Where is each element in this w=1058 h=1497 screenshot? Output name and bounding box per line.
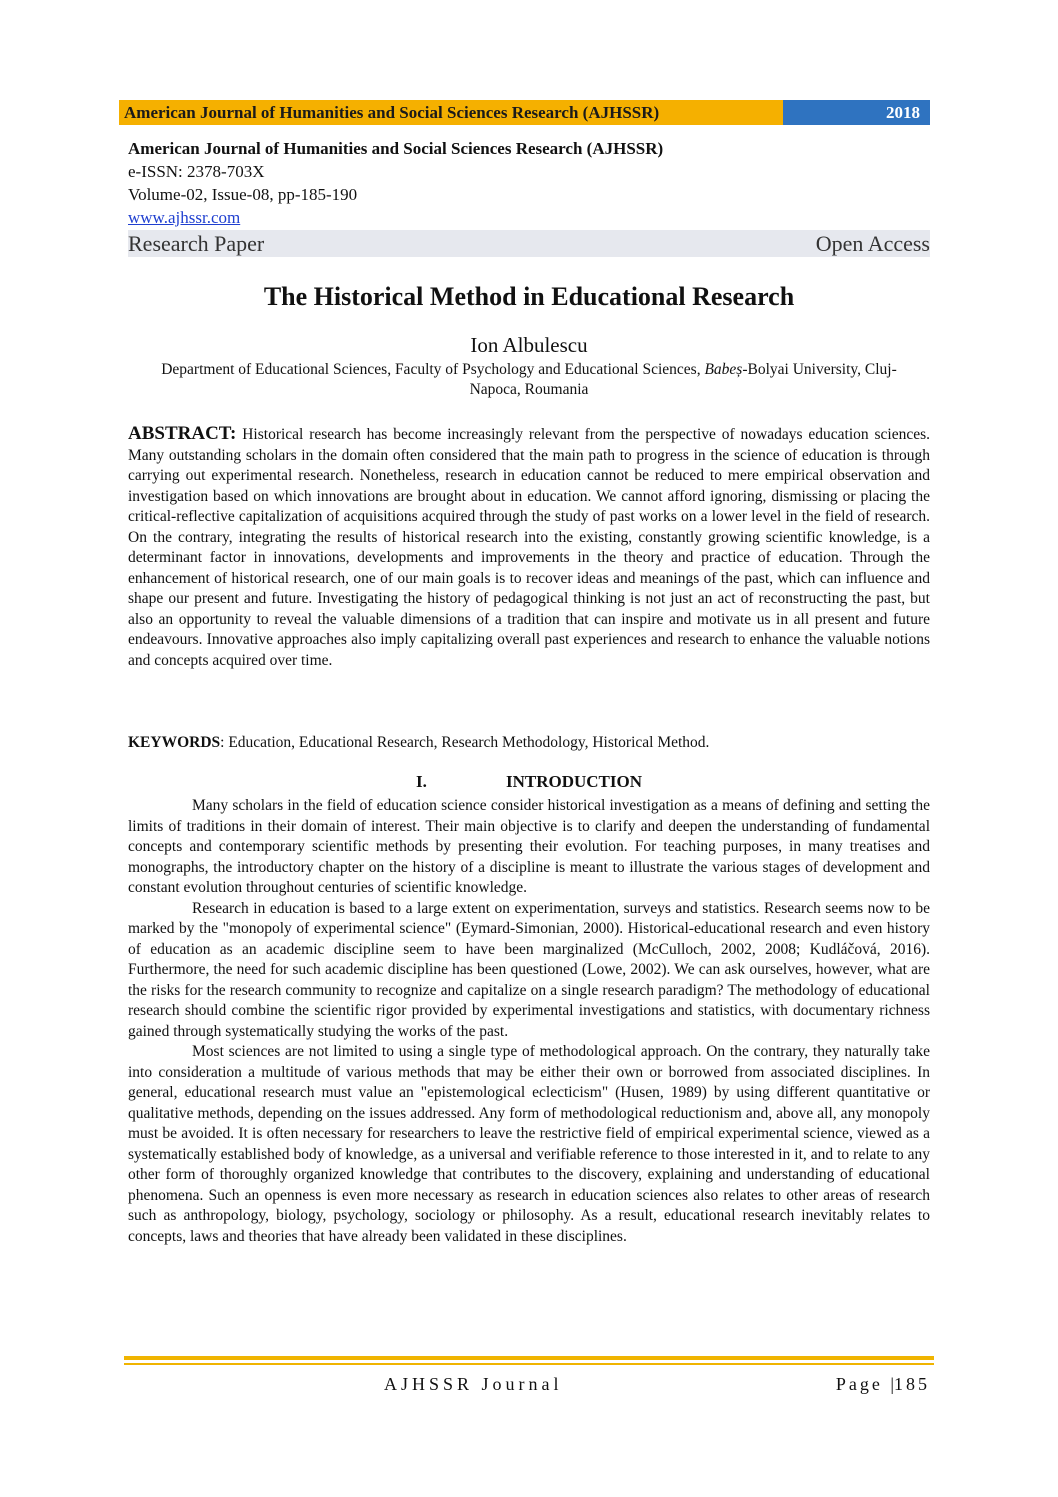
article-type-bar bbox=[128, 230, 930, 257]
keywords-text: : Education, Educational Research, Research Methodology, Historical Method. bbox=[220, 734, 710, 751]
open-access-label: Open Access bbox=[815, 231, 930, 256]
journal-full-name: American Journal of Humanities and Social Sciences Research (AJHSSR) bbox=[128, 139, 664, 158]
abstract-text: Historical research has become increasingly relevant from the perspective of nowadays education sciences. Many outstanding scholars in the domain often considered that the main path to progress in the science of education is through carrying out experimental research. Nonetheless, research in education cannot be reduced to mere empirical observation and investigation based on which innovations are brought about in education. We cannot afford ignoring, dismissing or placing the critical-reflective capitalization of acquisitions acquired through the study of past works on a lower level in the field of research. On the contrary, integrating the results of historical research into the existing, constantly growing scientific knowledge, is a determinant factor in innovations, developments and improvements in the theory and practice of education. Through the enhancement of historical research, one of our main goals is to recover ideas and meanings of the past, which can influence and shape our present and future. Investigating the history of pedagogical thinking is not just an act of reconstructing the past, but also an opportunity to reveal the valuable dimensions of a tradition that can inspire and motivate us in all present and future endeavours. Innovative approaches also imply capitalizing overall past experiences and research to enhance the valuable notions and concepts acquired over time. bbox=[128, 426, 930, 669]
author-affiliation bbox=[150, 360, 908, 400]
section-heading bbox=[0, 772, 1058, 792]
affiliation-part: -Bolyai University, Cluj-Napoca, Roumania bbox=[469, 361, 897, 398]
page-number-value: 185 bbox=[894, 1374, 930, 1394]
affiliation-italic: Babeș bbox=[704, 361, 743, 378]
running-header-journal: American Journal of Humanities and Social Sciences Research (AJHSSR) bbox=[119, 100, 783, 125]
footer-journal: AJHSSR Journal bbox=[384, 1374, 563, 1394]
page-number bbox=[836, 1374, 930, 1395]
author-name: Ion Albulescu bbox=[470, 333, 588, 357]
page-separator: | bbox=[890, 1374, 894, 1394]
journal-website-link[interactable]: www.ajhssr.com bbox=[128, 208, 241, 227]
section-number: I. bbox=[415, 772, 427, 791]
research-paper-label: Research Paper bbox=[128, 231, 265, 256]
abstract bbox=[128, 424, 930, 671]
paragraph: Many scholars in the field of education science consider historical investigation as a means of defining and setting the limits of traditions in their domain of interest. Their main objective is to clarify and deepen the understanding of fundamental concepts and contemporary scientific methods by presenting their evolution. For teaching purposes, in many treatises and monographs, the introductory chapter on the history of a discipline is meant to illustrate the various stages of development and constant evolution throughout centuries of scientific knowledge. bbox=[128, 797, 930, 896]
journal-meta bbox=[128, 137, 663, 229]
paper-title: The Historical Method in Educational Research bbox=[263, 282, 795, 311]
introduction-body bbox=[128, 796, 930, 1247]
paragraph: Research in education is based to a large extent on experimentation, surveys and statistics. Research seems now to be marked by the "monopoly of experimental science" (Eymard-Simonian, 2000). Historical-educational research and even history of education as an academic discipline seem to have been marginalized (McCulloch, 2002, 2008; Kudláčová, 2016). Furthermore, the need for such academic discipline has been questioned (Lowe, 2002). We can ask ourselves, however, what are the risks for the research community to recognize and capitalize on a single research paradigm? The methodology of educational research should combine the scientific rigor provided by experimental investigations and statistics, with documentary richness gained through systematically studying the works of the past. bbox=[128, 899, 930, 1040]
section-title: INTRODUCTION bbox=[505, 772, 643, 791]
abstract-label: ABSTRACT: bbox=[128, 423, 237, 444]
volume-issue: Volume-02, Issue-08, pp-185-190 bbox=[128, 185, 358, 204]
running-header bbox=[119, 100, 930, 125]
keywords-label: KEYWORDS bbox=[128, 734, 221, 751]
paragraph: Most sciences are not limited to using a single type of methodological approach. On the contrary, they naturally take into consideration a multitude of various methods that may be either their own or borrowed from associated disciplines. In general, educational research must value an "epistemological eclecticism" (Husen, 1989) by using different quantitative or qualitative methods, depending on the issues addressed. Any form of methodological reductionism and, above all, any monopoly must be avoided. It is often necessary for researchers to leave the restrictive field of empirical experimental science, viewed as a systematically established body of knowledge, as a universal and verifiable reference to those interested in it, and to relate to any other form of thoroughly organized knowledge that contributes to the discovery, explaining and understanding of educational phenomena. Such an openness is even more necessary as research in education sciences also relates to other areas of research such as anthropology, biology, psychology, sociology or philosophy. As a result, educational research inevitably relates to concepts, laws and theories that have already been validated in these disciplines. bbox=[128, 1043, 930, 1245]
page-label: Page bbox=[835, 1374, 883, 1394]
keywords bbox=[128, 733, 930, 754]
eissn: e-ISSN: 2378-703X bbox=[128, 162, 265, 181]
footer-rule-thin bbox=[124, 1363, 934, 1365]
footer-rule bbox=[124, 1356, 934, 1360]
running-header-year: 2018 bbox=[783, 100, 930, 125]
affiliation-part: Department of Educational Sciences, Faculty of Psychology and Educational Sciences, bbox=[161, 361, 705, 378]
